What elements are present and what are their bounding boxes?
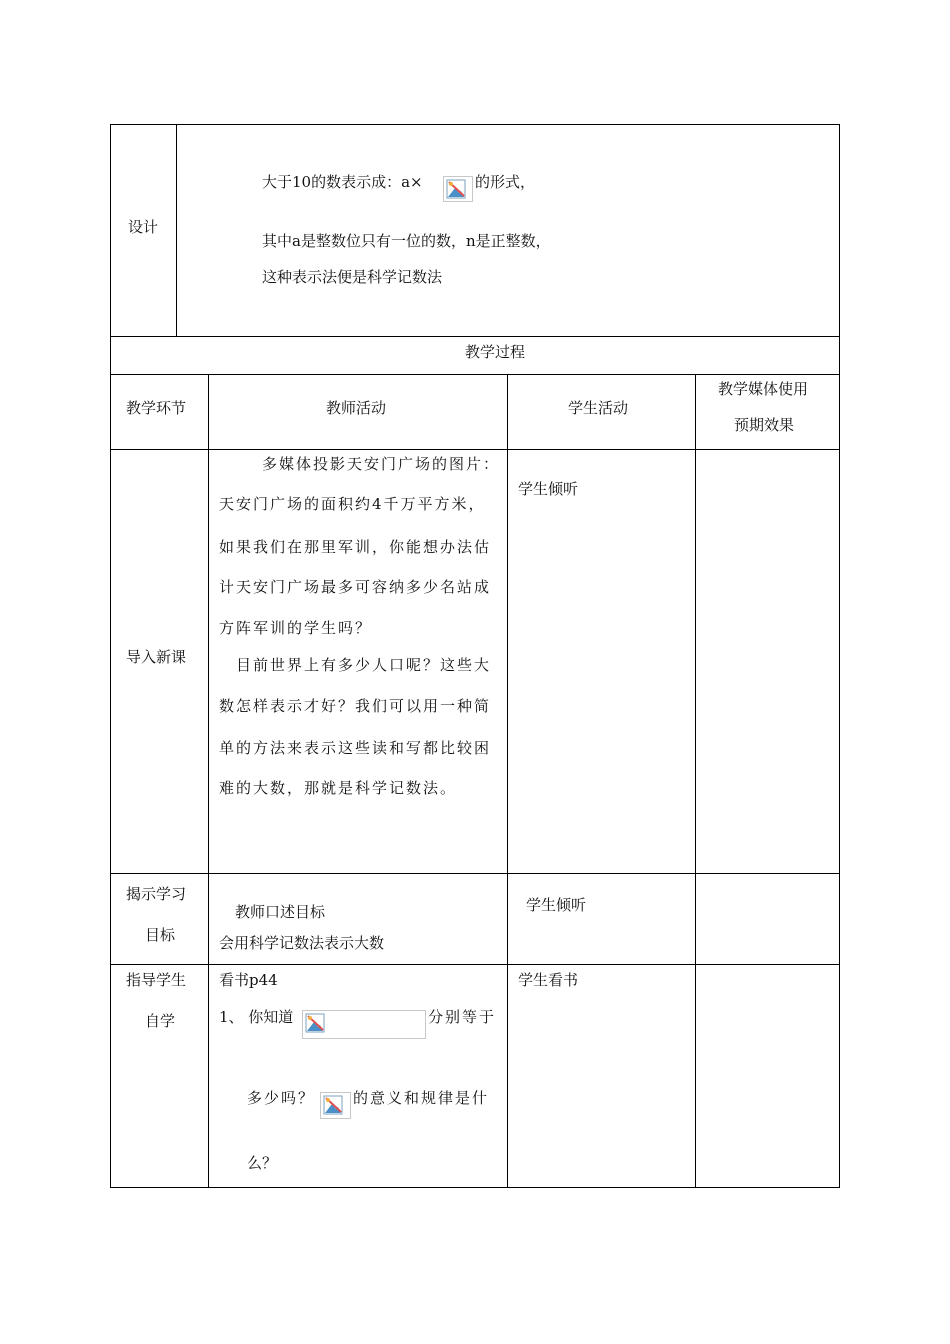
col-divider-2 [507, 374, 508, 1188]
row2-teacher-line-2: 会用科学记数法表示大数 [219, 934, 385, 952]
row2-teacher-line-1: 教师口述目标 [235, 903, 326, 921]
header-media-line1: 教学媒体使用 [718, 380, 809, 398]
row2-stage-line1: 揭示学习 [126, 885, 187, 903]
row2-student: 学生倾听 [526, 896, 587, 914]
row1-teacher-line-7: 数怎样表示才好？我们可以用一种简 [219, 697, 492, 715]
broken-image-icon [305, 1013, 325, 1033]
row3-teacher-line-2-post: 分别等于 [428, 1008, 497, 1026]
row1-stage: 导入新课 [126, 648, 187, 666]
row1-teacher-line-9: 难的大数，那就是科学记数法。 [219, 779, 458, 797]
table-bottom-border [110, 1187, 840, 1188]
row3-stage-line2: 自学 [145, 1012, 176, 1030]
design-top-border [110, 124, 840, 125]
row1-teacher-line-5: 方阵军训的学生吗？ [219, 619, 373, 637]
title-bottom-border [110, 374, 840, 375]
row1-teacher-line-4: 计天安门广场最多可容纳多少名站成 [219, 578, 492, 596]
row1-student: 学生倾听 [518, 480, 579, 498]
row3-teacher-line-3-pre: 多少吗？ [247, 1089, 316, 1107]
row1-teacher-line-8: 单的方法来表示这些读和写都比较困 [219, 739, 492, 757]
design-line1-post: 的形式， [475, 173, 536, 191]
design-line2: 其中a是整数位只有一位的数，n是正整数， [262, 232, 551, 250]
row1-teacher-line-2: 天安门广场的面积约4千万平方米， [219, 495, 486, 513]
header-student: 学生活动 [568, 399, 629, 417]
row1-teacher-line-3: 如果我们在那里军训，你能想办法估 [219, 538, 492, 556]
row3-teacher-line-4: 么？ [247, 1154, 278, 1172]
row2-stage-line2: 目标 [145, 926, 176, 944]
row3-teacher-line-3-post: 的意义和规律是什 [353, 1089, 490, 1107]
design-bottom-border [110, 336, 840, 337]
row1-bottom-border [110, 873, 840, 874]
row3-stage-line1: 指导学生 [126, 971, 187, 989]
broken-image-icon [323, 1095, 343, 1115]
design-label: 设计 [128, 218, 159, 236]
row3-teacher-line-2-pre: 1、 你知道 [219, 1008, 294, 1026]
col-divider-3 [695, 374, 696, 1188]
header-media-line2: 预期效果 [734, 416, 795, 434]
row2-bottom-border [110, 964, 840, 965]
row1-teacher-line-6: 目前世界上有多少人口呢？这些大 [236, 656, 492, 674]
header-teacher: 教师活动 [326, 399, 387, 417]
process-title: 教学过程 [465, 343, 526, 361]
col-divider-1 [208, 374, 209, 1188]
formula-image-placeholder [443, 176, 473, 202]
design-divider [176, 124, 177, 336]
header-bottom-border [110, 449, 840, 450]
row1-teacher-line-1: 多媒体投影天安门广场的图片： [262, 455, 501, 473]
design-right-border [839, 124, 840, 1188]
design-line1-pre: 大于10的数表示成：a× [262, 173, 423, 191]
broken-image-icon [446, 179, 466, 199]
header-stage: 教学环节 [126, 399, 187, 417]
row3-student: 学生看书 [518, 971, 579, 989]
power-image-placeholder [320, 1092, 351, 1119]
design-line3: 这种表示法便是科学记数法 [262, 268, 443, 286]
row3-teacher-line-1: 看书p44 [219, 971, 278, 989]
design-left-border [110, 124, 111, 1188]
powers-image-placeholder [302, 1010, 426, 1039]
